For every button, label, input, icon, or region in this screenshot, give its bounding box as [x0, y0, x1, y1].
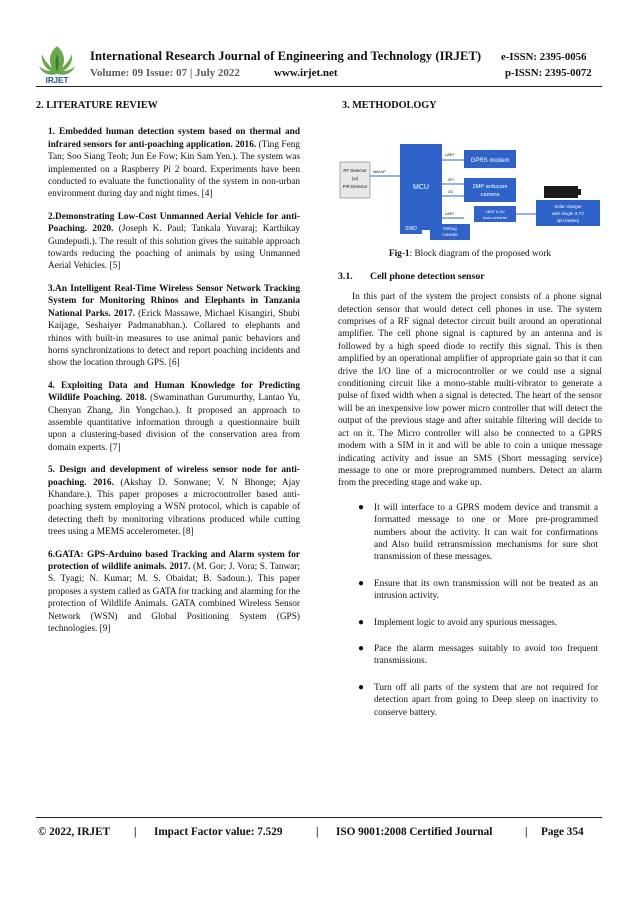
- reference-number: 3.: [48, 283, 55, 294]
- svg-text:2MP arducam: 2MP arducam: [472, 184, 508, 191]
- reference-title: Demonstrating Low-Cost Unmanned Aerial Vehicle for anti- Poaching. 2020.: [48, 211, 300, 235]
- reference-number: 4.: [48, 380, 55, 391]
- body-paragraph: In this part of the system the project consists of a phone signal detection sensor that would detect cell phones in use. The system comprises of a RF signal detector circuit built around an operational amplifier. The cell phone signal is captured by an antenna and is followed by a high speed diode to rectify this signal. This is then amplified by an operational amplifier of appropriate gain so that it can drive the I/O line of a microcontroller or we could use a signal conditioning circuit like a mono-stable multi-vibrator to generate a pulse of fixed width when a signal is detected. The heart of the sensor will be an inexpensive low power micro controller that will detect the output of the previous stage and after suitable filtering will decide to act on it. The Micro controller will also be connected to a GPRS modem with a SIM in it and will be able to coin a unique message indicating activity and issue an SMS (Short messaging service) message to one or more preprogrammed numbers. Detect an alarm from the preceding stage and wake up.: [338, 292, 602, 489]
- bullet-icon: ●: [358, 642, 365, 654]
- svg-text:VBAT to 5V: VBAT to 5V: [485, 210, 505, 215]
- svg-text:boot converter: boot converter: [482, 216, 508, 221]
- footer-separator: |: [134, 826, 137, 838]
- reference-item: [36, 126, 300, 200]
- reference-number: 2.: [48, 211, 55, 222]
- camera-block: [464, 178, 516, 202]
- svg-text:GPRS modem: GPRS modem: [470, 158, 510, 165]
- svg-text:console: console: [442, 232, 458, 238]
- list-item: ● Implement logic to avoid any spurious messages.: [358, 616, 558, 628]
- bullet-icon: ●: [358, 577, 365, 589]
- subsection-title: Cell phone detection sensor: [370, 270, 485, 282]
- reference-body: (Erick Massawe, Michael Kisangiri, Shubi Kaijage, Seshaiyer Padmanabhan.). Collared to elephants and rhinos with built-in measures to use animal panic behaviors and horns synchronizations to detect and report poaching incidents and show the location through GPS. [6]: [48, 308, 300, 369]
- bullet-icon: ●: [358, 616, 365, 628]
- header-rule: [36, 86, 602, 87]
- svg-text:IRJET: IRJET: [45, 76, 69, 84]
- right-column: [338, 100, 602, 733]
- svg-text:with single 3.7V: with single 3.7V: [551, 211, 585, 217]
- reference-item: [36, 283, 300, 370]
- reference-body: (M. Gor; J. Vora; S. Tanwar; S. Tyagi; N. Kumar; M. S. Obaidat; B. Sadoun.). This paper proposes a system called as GATA for tracking and alarming for the protection of Wildlife Animals. GATA combined Wireless Sensor Network (WSN) and Global Positioning System (GPS) technologies. [9]: [48, 562, 301, 635]
- reference-body: (Joseph K. Paul; Tankala Yuvaraj; Karthikay Gundepudi.). The result of this solution gives the suitable approach towards reducing the poaching of animals by using Unmanned Aerial Vehicles. [5]: [48, 224, 300, 272]
- reference-title: GATA: GPS-Arduino based Tracking and Alarm system for protection of wildlife animals. 2017.: [48, 549, 300, 572]
- svg-text:I2C: I2C: [448, 190, 454, 195]
- reference-number: 5.: [48, 465, 55, 476]
- svg-text:SWD: SWD: [405, 226, 417, 233]
- footer-iso-certification: ISO 9001:2008 Certified Journal: [336, 826, 493, 838]
- battery-block: [544, 186, 578, 198]
- list-item: ● Ensure that its own transmission will not be treated as an intrusion activity.: [358, 577, 598, 602]
- svg-text:Solar charger: Solar charger: [554, 204, 582, 210]
- reference-title: Design and development of wireless sensor node for anti- poaching. 2016.: [48, 465, 300, 488]
- footer-rule: [36, 817, 602, 818]
- journal-title: International Research Journal of Engineering and Technology (IRJET): [90, 49, 482, 63]
- svg-text:UART: UART: [445, 212, 455, 217]
- reference-item: [36, 211, 300, 273]
- reference-title: Embedded human detection system based on thermal and infrared sensors for anti-poaching application. 2016.: [48, 127, 300, 150]
- irjet-logo: [36, 44, 78, 84]
- reference-body: (Ting Feng Tan; Soo Siang Teoh; Jun Ee Fow; Kin Sam Yen.). The system was implemented on a Raspberry Pi 2 board. Experiments have been conducted to evaluate the functionality of the system in non-urban environment during day and night times. [4]: [48, 139, 301, 200]
- bullet-icon: ●: [358, 681, 365, 693]
- figure-caption: [338, 248, 602, 260]
- figure-label: Fig-1: [388, 249, 410, 260]
- section-heading-literature-review: 2. LITERATURE REVIEW: [36, 100, 158, 111]
- reference-item: [36, 380, 300, 454]
- svg-text:SPI: SPI: [448, 178, 454, 183]
- svg-text:MCU: MCU: [413, 184, 429, 192]
- reference-title: An Intelligent Real-Time Wireless Sensor Network Tracking System for Monitoring Rhinos and Elephants in Tanzania National Parks. 2017.: [48, 283, 300, 319]
- reference-number: 1.: [48, 127, 55, 138]
- bullet-icon: ●: [358, 501, 365, 513]
- svg-text:RF Detector: RF Detector: [343, 168, 367, 174]
- list-item: ● Pace the alarm messages suitably to avoid too frequent transmissions.: [358, 642, 598, 667]
- block-diagram: [338, 122, 602, 242]
- subsection-number: 3.1.: [338, 270, 353, 282]
- svg-text:(or): (or): [351, 176, 359, 182]
- e-issn: e-ISSN: 2395-0056: [501, 51, 587, 63]
- svg-text:lipo battery: lipo battery: [556, 218, 580, 224]
- section-heading-methodology: 3. METHODOLOGY: [342, 100, 437, 111]
- svg-text:UART: UART: [445, 153, 455, 158]
- reference-title: Exploiting Data and Human Knowledge for Predicting Wildlife Poaching. 2018.: [48, 380, 301, 404]
- footer-separator: |: [525, 826, 528, 838]
- figure-caption-text: : Block diagram of the proposed work: [409, 249, 552, 260]
- footer-page-number: Page 354: [541, 826, 584, 838]
- p-issn: p-ISSN: 2395-0072: [505, 67, 592, 79]
- footer-copyright: © 2022, IRJET: [38, 826, 111, 838]
- svg-text:WAKUP: WAKUP: [373, 170, 386, 175]
- reference-number: 6.: [48, 549, 55, 560]
- reference-item: [36, 464, 300, 538]
- footer-impact-factor: Impact Factor value: 7.529: [154, 826, 283, 838]
- volume-issue: Volume: 09 Issue: 07 | July 2022: [90, 67, 240, 79]
- footer-separator: |: [316, 826, 319, 838]
- svg-text:camera: camera: [480, 192, 500, 199]
- list-item: ● It will interface to a GPRS modem device and transmit a formatted message to one or More pre-programmed numbers about the activity. It can wait for confirmations and Also build retransmission mechanisms for sure shot transmission of these messages.: [358, 501, 598, 563]
- subsection-heading: [338, 271, 602, 283]
- svg-text:PIR Detector: PIR Detector: [342, 184, 368, 190]
- reference-body: (Swaminathan Gurumurthy, Lantao Yu, Chenyan Zhang, Jin Yongchao.). It proposed an approach to assemble quantitative information through a questionnaire built upon a clustering-based division of the conservation area from domain experts. [7]: [48, 393, 301, 453]
- list-item: ● Turn off all parts of the system that are not required for detection apart from going to Deep sleep on inactivity to conserve battery.: [358, 681, 598, 718]
- left-column: [36, 100, 300, 645]
- reference-body: (Akshay D. Sonwane; V. N Bhonge; Ajay Khandare.). This paper proposes a microcontroller based anti- poaching system employing a WSN protocol, which is capable of detecting theft by monitoring vibrations produced while cutting trees using a MEMS accelerometer. [8]: [48, 477, 301, 538]
- journal-website-link[interactable]: www.irjet.net: [274, 67, 338, 79]
- svg-text:Debug: Debug: [443, 226, 457, 232]
- bullet-list: [338, 502, 602, 719]
- reference-item: [36, 549, 300, 636]
